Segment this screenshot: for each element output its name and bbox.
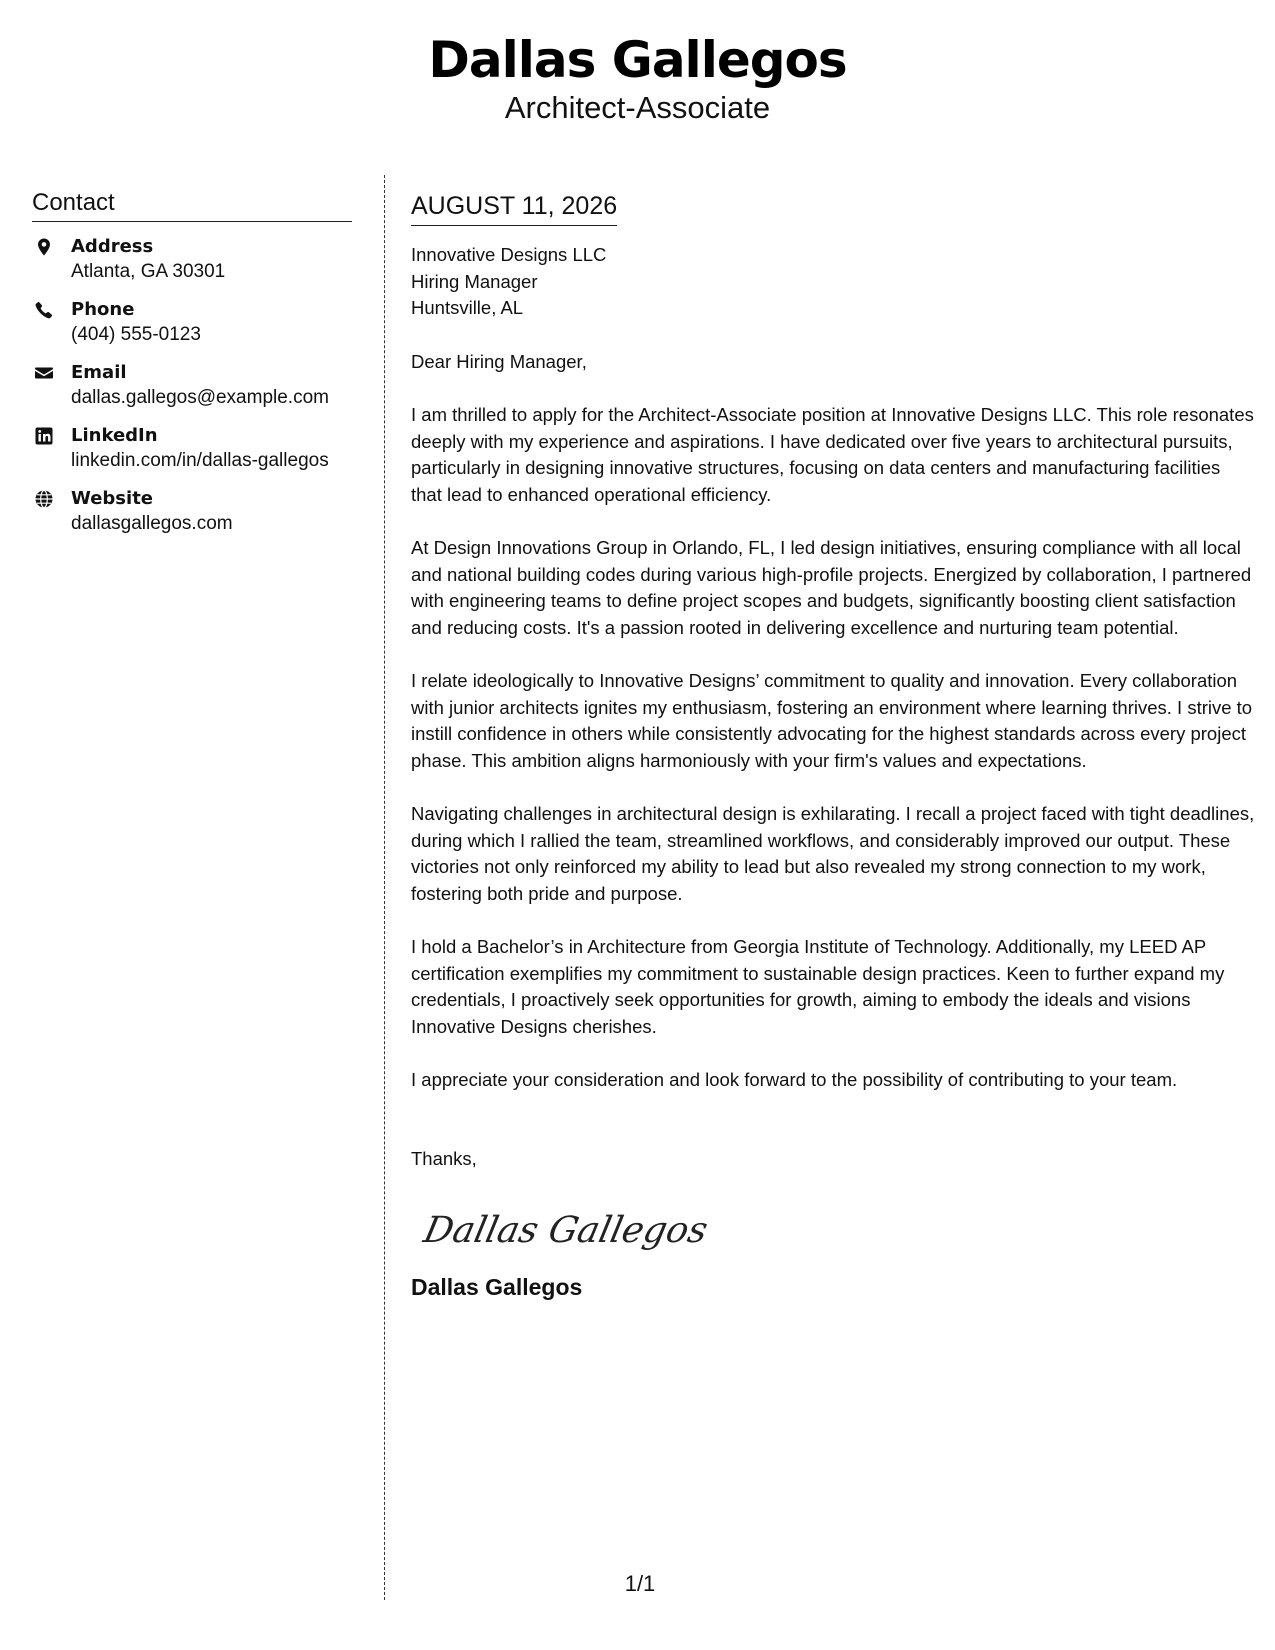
recipient-role: Hiring Manager bbox=[411, 270, 538, 292]
contact-label: Website bbox=[71, 488, 154, 509]
closing: Thanks, bbox=[411, 1147, 477, 1169]
body-paragraph: I relate ideologically to Innovative Designs’ commitment to quality and innovation. Every collaboration with junior architects ignites my enthusiasm, fostering an environment where learning thrives. I strive to instill confidence in others while consistently advocating for the highest standards across every project phase. This ambition aligns harmoniously with your firm's values and expectations. bbox=[411, 670, 1253, 771]
address-value: Atlanta, GA 30301 bbox=[71, 261, 226, 282]
body-paragraph: At Design Innovations Group in Orlando, FL, I led design initiatives, ensuring compliance with all local and national building codes during various high-profile projects. Energized by collaboration, I partnered with engineering teams to define project scopes and budgets, significantly boosting client satisfaction and reducing costs. It's a passion rooted in delivering excellence and nurturing team potential. bbox=[411, 537, 1252, 638]
website-value: dallasgallegos.com bbox=[71, 513, 233, 534]
linkedin-value: linkedin.com/in/dallas-gallegos bbox=[71, 450, 329, 471]
contact-label: Email bbox=[71, 362, 127, 383]
recipient-block bbox=[411, 242, 1256, 322]
recipient-location: Huntsville, AL bbox=[411, 297, 524, 318]
contact-sidebar bbox=[32, 188, 352, 549]
globe-icon bbox=[34, 489, 54, 509]
applicant-job-title: Architect-Associate bbox=[504, 90, 771, 125]
dashed-divider bbox=[384, 175, 385, 1600]
body-paragraph: I am thrilled to apply for the Architect-Associate position at Innovative Designs LLC. This role resonates deeply with my experience and aspirations. I have dedicated over five years to architectural pursuits, particularly in designing innovative structures, focusing on data centers and manufacturing facilities that lead to enhanced operational efficiency. bbox=[411, 404, 1254, 505]
map-pin-icon bbox=[34, 237, 54, 257]
letter-body bbox=[411, 190, 1256, 1302]
phone-value: (404) 555-0123 bbox=[71, 324, 201, 345]
page-number: 1/1 bbox=[624, 1571, 656, 1596]
salutation: Dear Hiring Manager, bbox=[411, 350, 587, 372]
contact-item-phone bbox=[32, 297, 352, 347]
letter-date: AUGUST 11, 2026 bbox=[411, 190, 617, 226]
envelope-icon bbox=[34, 363, 54, 383]
contact-label: Phone bbox=[71, 299, 135, 320]
contact-label: LinkedIn bbox=[71, 425, 158, 446]
signature-text: Dallas Gallegos bbox=[420, 1208, 712, 1251]
contact-label: Address bbox=[71, 236, 154, 257]
handwritten-signature bbox=[419, 1200, 1256, 1260]
letter-header bbox=[0, 30, 1275, 126]
phone-icon bbox=[34, 300, 54, 320]
contact-item-address bbox=[32, 234, 352, 284]
contact-item-email bbox=[32, 360, 352, 410]
contact-item-website bbox=[32, 486, 352, 536]
recipient-company: Innovative Designs LLC bbox=[411, 244, 607, 265]
body-paragraph: Navigating challenges in architectural design is exhilarating. I recall a project faced with tight deadlines, during which I rallied the team, streamlined workflows, and considerably improved our output. These victories not only reinforced my ability to lead but also revealed my strong connection to my work, fostering both pride and purpose. bbox=[411, 803, 1255, 904]
linkedin-icon bbox=[34, 426, 54, 446]
body-paragraph: I appreciate your consideration and look forward to the possibility of contributing to your team. bbox=[411, 1069, 1178, 1090]
contact-item-linkedin bbox=[32, 423, 352, 473]
applicant-name: Dallas Gallegos bbox=[428, 31, 847, 89]
contact-heading: Contact bbox=[32, 188, 352, 222]
email-value: dallas.gallegos@example.com bbox=[71, 387, 329, 408]
body-paragraph: I hold a Bachelor’s in Architecture from Georgia Institute of Technology. Additionally, my LEED AP certification exemplifies my commitment to sustainable design practices. Keen to further expand my credentials, I proactively seek opportunities for growth, aiming to embody the ideals and visions Innovative Designs cherishes. bbox=[411, 936, 1225, 1037]
contact-list bbox=[32, 234, 352, 536]
signed-name: Dallas Gallegos bbox=[411, 1274, 583, 1300]
